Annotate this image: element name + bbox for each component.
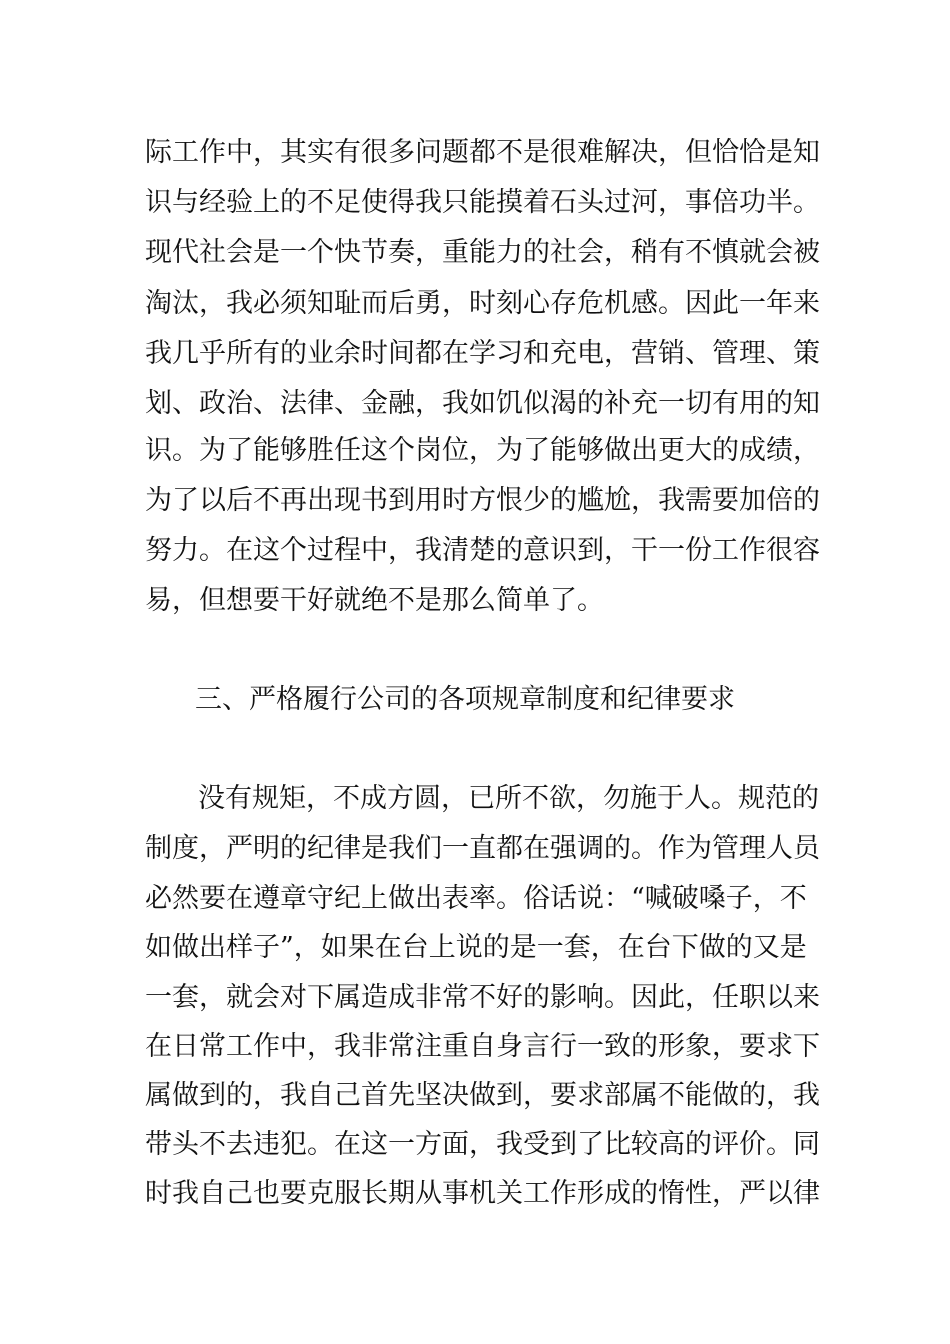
- paragraph-2-line-3: 必然要在遵章守纪上做出表率。俗话说：“喊破嗓子，不: [145, 883, 807, 914]
- paragraph-1-line-2: 识与经验上的不足使得我只能摸着石头过河，事倍功半。: [145, 187, 820, 218]
- paragraph-2-line-5: 一套，就会对下属造成非常不好的影响。因此，任职以来: [145, 982, 820, 1013]
- paragraph-1-line-7: 识。为了能够胜任这个岗位，为了能够做出更大的成绩，: [145, 435, 820, 466]
- paragraph-1-line-9: 努力。在这个过程中，我清楚的意识到，干一份工作很容: [145, 535, 820, 566]
- paragraph-2-line-4: 如做出样子”，如果在台上说的是一套，在台下做的又是: [145, 932, 807, 963]
- paragraph-1-line-5: 我几乎所有的业余时间都在学习和充电，营销、管理、策: [145, 338, 820, 369]
- paragraph-2-line-7: 属做到的，我自己首先坚决做到，要求部属不能做的，我: [145, 1080, 820, 1111]
- section-heading: 三、严格履行公司的各项规章制度和纪律要求: [195, 684, 735, 715]
- paragraph-2-line-1: 没有规矩，不成方圆，已所不欲，勿施于人。规范的: [198, 783, 819, 814]
- paragraph-1-line-4: 淘汰，我必须知耻而后勇，时刻心存危机感。因此一年来: [145, 288, 820, 319]
- paragraph-1-line-10: 易，但想要干好就绝不是那么简单了。: [145, 585, 604, 616]
- paragraph-2-line-6: 在日常工作中，我非常注重自身言行一致的形象，要求下: [145, 1031, 820, 1062]
- paragraph-1-line-8: 为了以后不再出现书到用时方恨少的尴尬，我需要加倍的: [145, 485, 820, 516]
- paragraph-1-line-3: 现代社会是一个快节奏，重能力的社会，稍有不慎就会被: [145, 237, 820, 268]
- paragraph-2-line-9: 时我自己也要克服长期从事机关工作形成的惰性，严以律: [145, 1178, 820, 1209]
- paragraph-2-line-8: 带头不去违犯。在这一方面，我受到了比较高的评价。同: [145, 1129, 820, 1160]
- paragraph-1-line-6: 划、政治、法律、金融，我如饥似渴的补充一切有用的知: [145, 388, 820, 419]
- paragraph-1-line-1: 际工作中，其实有很多问题都不是很难解决，但恰恰是知: [145, 137, 820, 168]
- paragraph-2-line-2: 制度，严明的纪律是我们一直都在强调的。作为管理人员: [145, 833, 820, 864]
